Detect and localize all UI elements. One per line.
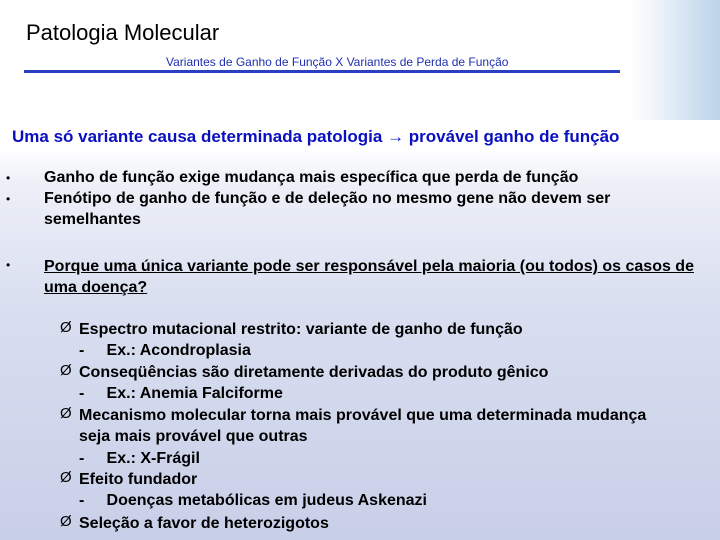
- bullet-item-2: Fenótipo de ganho de função e de deleção no mesmo gene não devem ser semelhantes: [44, 190, 611, 228]
- arrow-bullet-icon: Ø: [60, 405, 72, 422]
- headline: Uma só variante causa determinada patologia → provável ganho de função: [12, 127, 620, 146]
- sub-item-5: Seleção a favor de heterozigotos: [79, 515, 329, 532]
- sub-item-1: Espectro mutacional restrito: variante de ganho de função: [79, 321, 523, 338]
- bullet-item-1: Ganho de função exige mudança mais específica que perda de função: [44, 169, 579, 186]
- sub-item-4-example: - Doenças metabólicas em judeus Askenazi: [79, 492, 427, 509]
- bullet-item-3: Porque uma única variante pode ser responsável pela maioria (ou todos) os casos de uma doença?: [44, 258, 694, 296]
- arrow-bullet-icon: Ø: [60, 319, 72, 336]
- sub-item-2-example: - Ex.: Anemia Falciforme: [79, 385, 283, 402]
- sub-item-1-example: - Ex.: Acondroplasia: [79, 342, 251, 359]
- slide-title: Patologia Molecular: [26, 20, 220, 45]
- sub-item-4: Efeito fundador: [79, 471, 198, 488]
- arrow-bullet-icon: Ø: [60, 513, 72, 530]
- sub-item-3: Mecanismo molecular torna mais provável que uma determinada mudança seja mais provável que outras: [79, 407, 647, 445]
- corner-decoration: [628, 0, 720, 120]
- slide-subtitle: Variantes de Ganho de Função X Variantes de Perda de Função: [166, 55, 509, 69]
- title-rule: [24, 70, 620, 73]
- sub-item-3-example: - Ex.: X-Frágil: [79, 450, 200, 467]
- bullet-icon: •: [6, 258, 11, 272]
- bullet-icon: •: [6, 171, 11, 185]
- bullet-icon: •: [6, 192, 11, 206]
- arrow-bullet-icon: Ø: [60, 469, 72, 486]
- sub-item-2: Conseqüências são diretamente derivadas do produto gênico: [79, 364, 549, 381]
- arrow-bullet-icon: Ø: [60, 362, 72, 379]
